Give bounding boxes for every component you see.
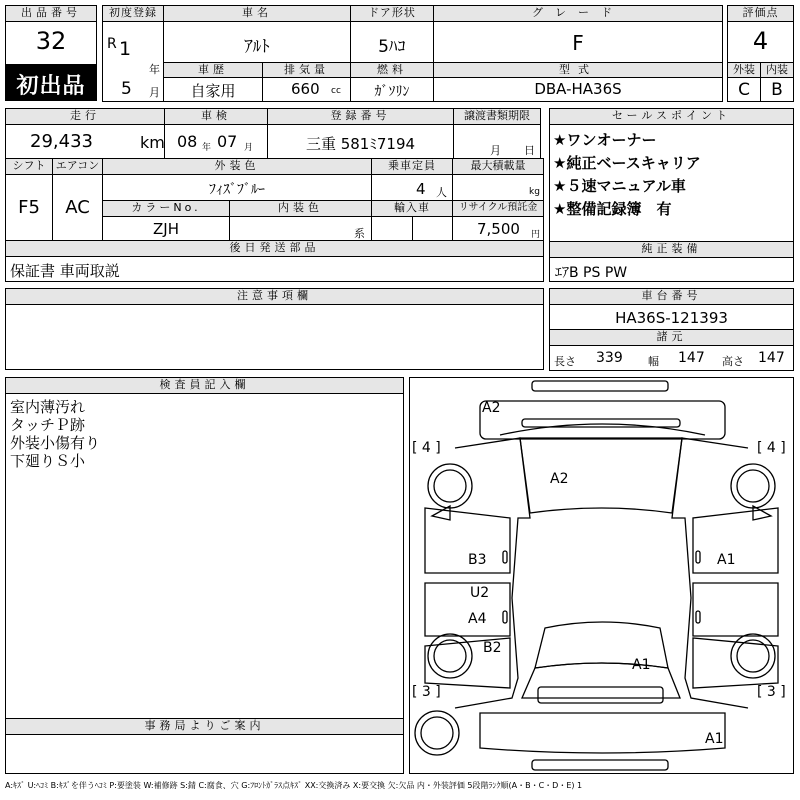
first-reg-year: 1	[119, 38, 132, 60]
sales-points-label: セールスポイント	[549, 108, 794, 125]
right-front-handle	[696, 551, 700, 563]
mark-roof-front: A2	[482, 400, 501, 416]
front-panel	[522, 419, 680, 427]
inspector-line-4: 下廻りＳ小	[10, 452, 86, 470]
mark-left-mid: U2	[470, 585, 490, 601]
rear-floor-line	[532, 760, 668, 770]
office-cell	[5, 734, 404, 774]
recycle-value: 7,500	[477, 220, 520, 238]
recycle-label: リサイクル預託金	[452, 200, 544, 217]
type-code-label: 型式	[433, 62, 723, 78]
int-grade-value: B	[771, 80, 783, 100]
lot-label: 出品番号	[5, 5, 97, 22]
mileage-unit: km	[140, 133, 165, 152]
transfer-deadline-cell	[453, 124, 541, 159]
tire-front-right-rim	[737, 470, 769, 502]
left-rear-handle	[503, 611, 507, 623]
later-parts-value: 保証書 車両取説	[10, 262, 120, 280]
first-reg-label: 初度登録	[102, 5, 164, 22]
tire-rear-right-rim	[737, 640, 769, 672]
inspection-label: 車検	[164, 108, 268, 125]
inspector-label: 検査員記入欄	[5, 377, 404, 394]
height-label: 高さ	[722, 355, 744, 368]
notes-label: 注意事項欄	[5, 288, 544, 305]
shift-cell	[5, 174, 53, 241]
tire-rear-left-rim	[434, 640, 466, 672]
rear-bumper	[480, 713, 725, 753]
ext-color-cell	[102, 174, 372, 201]
max-load-cell	[452, 174, 544, 201]
mark-right-front-door: A1	[717, 552, 736, 568]
legend-text: A:ｷｽﾞ U:ﾍｺﾐ B:ｷｽﾞを伴うﾍｺﾐ P:要塗装 W:補修跡 S:錆 C:腐食、穴 G:ﾌﾛﾝﾄｶﾞﾗｽ点ｷｽﾞ XX:交換済み X:要交換 欠:欠品 内・外装評価 5段階ﾗﾝｸ順(A・B・C・D・E) 1	[5, 781, 583, 790]
mark-left-rear: B2	[483, 640, 502, 656]
displacement-unit: cc	[331, 86, 341, 96]
fuel-label: 燃料	[350, 62, 434, 78]
grade-label: グレード	[433, 5, 723, 22]
lot-number-cell	[5, 21, 97, 65]
inspector-cell	[5, 393, 404, 719]
length-value: 339	[596, 350, 623, 366]
mark-rear-bumper: A1	[705, 731, 724, 747]
car-diagram-svg	[410, 378, 793, 773]
transfer-deadline-label: 譲渡書類期限	[453, 108, 541, 125]
door-cell	[350, 21, 434, 63]
tread-rear-left: [ 3 ]	[412, 684, 441, 700]
hood	[520, 438, 682, 513]
chassis-label: 車台番号	[549, 288, 794, 305]
inspector-line-3: 外装小傷有り	[10, 434, 101, 452]
capacity-cell	[371, 174, 453, 201]
recycle-cell	[452, 216, 544, 241]
score-cell	[727, 21, 794, 63]
length-label: 長さ	[554, 355, 576, 368]
model-name-cell	[163, 21, 351, 63]
sales-points-cell	[549, 124, 794, 242]
mark-left-front-door: B3	[468, 552, 487, 568]
trunk-lid	[522, 663, 680, 698]
aircon-cell	[52, 174, 103, 241]
door-label: ドア形状	[350, 5, 434, 22]
dims-cell	[549, 345, 794, 371]
first-listing-badge	[5, 65, 97, 101]
equipment-value: ｴｱB PS PW	[555, 265, 628, 281]
shift-label: シフト	[5, 158, 53, 175]
car-diagram	[409, 377, 794, 774]
tread-front-left: [ 4 ]	[412, 440, 441, 456]
displacement-cell	[262, 77, 351, 102]
right-rear-handle	[696, 611, 700, 623]
aircon-label: エアコン	[52, 158, 103, 175]
history-label: 車歴	[163, 62, 263, 78]
dims-label: 諸元	[549, 329, 794, 346]
capacity-unit: 人	[436, 186, 447, 199]
ext-grade-value: C	[738, 80, 750, 100]
transfer-day-unit: 日	[524, 144, 535, 157]
chassis-number: HA36S-121393	[615, 309, 728, 327]
capacity-value: 4	[416, 180, 426, 198]
mileage-value: 29,433	[30, 131, 93, 152]
left-rear-door	[425, 583, 510, 636]
ext-color-value: ﾌｨｽﾞﾌﾞﾙｰ	[209, 182, 265, 198]
equipment-cell	[549, 257, 794, 282]
tread-front-right: [ 4 ]	[757, 440, 786, 456]
displacement-label: 排気量	[262, 62, 351, 78]
model-name: ｱﾙﾄ	[244, 37, 270, 57]
tread-rear-right: [ 3 ]	[757, 684, 786, 700]
shift-value: F5	[18, 197, 40, 218]
mark-trunk: A1	[632, 657, 651, 673]
history-value: 自家用	[190, 82, 236, 100]
ext-grade-label: 外装	[727, 62, 761, 78]
history-cell	[163, 77, 263, 102]
inspection-cell	[164, 124, 268, 159]
registration-cell	[267, 124, 454, 159]
recycle-unit: 円	[531, 230, 541, 240]
chassis-cell	[549, 304, 794, 330]
sales-point-1: ★ワンオーナー	[553, 131, 657, 149]
int-grade-label: 内装	[760, 62, 794, 78]
width-value: 147	[678, 350, 705, 366]
ext-color-label: 外装色	[102, 158, 372, 175]
front-grille	[500, 424, 705, 435]
inspector-line-2: タッチＰ跡	[10, 416, 86, 434]
int-color-suffix: 系	[354, 227, 365, 240]
first-reg-year-unit: 年	[149, 63, 160, 76]
inspection-year-unit: 年	[202, 143, 212, 153]
first-reg-cell	[102, 21, 164, 102]
model-name-label: 車名	[163, 5, 351, 22]
fuel-cell	[350, 77, 434, 102]
registration-label: 登録番号	[267, 108, 454, 125]
office-label: 事務局よりご案内	[5, 718, 404, 735]
type-code-value: DBA-HA36S	[534, 80, 622, 98]
max-load-label: 最大積載量	[452, 158, 544, 175]
left-front-handle	[503, 551, 507, 563]
max-load-unit: kg	[529, 187, 540, 197]
first-reg-month-unit: 月	[149, 86, 160, 99]
displacement-value: 660	[291, 80, 320, 98]
equipment-label: 純正装備	[549, 241, 794, 258]
transfer-month-unit: 月	[490, 144, 501, 157]
mark-hood: A2	[550, 471, 569, 487]
front-bumper	[480, 401, 725, 439]
ext-grade-cell	[727, 77, 761, 102]
grade-value: F	[572, 31, 584, 55]
color-no-value: ZJH	[153, 220, 179, 238]
door-shape: 5ﾊｺ	[378, 37, 406, 57]
later-parts-cell	[5, 256, 544, 282]
grade-cell	[433, 21, 723, 63]
sales-point-2: ★純正ベースキャリア	[553, 154, 701, 172]
mileage-cell	[5, 124, 165, 159]
score-value: 4	[752, 27, 769, 55]
int-grade-cell	[760, 77, 794, 102]
right-rear-door	[693, 583, 778, 636]
first-reg-era: R	[107, 36, 117, 52]
tire-front-left-rim	[434, 470, 466, 502]
height-value: 147	[758, 350, 785, 366]
lot-number: 32	[35, 27, 67, 55]
spare-tire-rim	[421, 717, 453, 749]
int-color-label: 内装色	[229, 200, 372, 217]
notes-cell	[5, 304, 544, 370]
inspector-line-1: 室内薄汚れ	[10, 398, 86, 416]
sales-point-4: ★整備記録簿 有	[553, 200, 672, 218]
width-label: 幅	[648, 355, 659, 368]
inspection-month: 07	[217, 132, 238, 151]
mark-left-rear-door: A4	[468, 611, 487, 627]
inspection-year: 08	[177, 132, 198, 151]
import-label: 輸入車	[371, 200, 453, 217]
import-cell-b	[412, 216, 453, 241]
rear-panel	[538, 687, 663, 703]
fuel-value: ｶﾞｿﾘﾝ	[374, 84, 410, 100]
inspection-month-unit: 月	[244, 143, 254, 153]
mileage-label: 走行	[5, 108, 165, 125]
capacity-label: 乗車定員	[371, 158, 453, 175]
sales-point-3: ★５速マニュアル車	[553, 177, 686, 195]
registration-number: 三重 581ﾐ7194	[305, 135, 416, 153]
roof-front-line	[532, 381, 668, 391]
first-reg-month: 5	[121, 79, 132, 99]
import-cell-a	[371, 216, 413, 241]
aircon-value: AC	[65, 197, 90, 218]
first-listing-label: 初出品	[16, 74, 86, 99]
color-no-cell	[102, 216, 230, 241]
type-code-cell	[433, 77, 723, 102]
int-color-cell	[229, 216, 372, 241]
color-no-label: カラーNo.	[102, 200, 230, 217]
later-parts-label: 後日発送部品	[5, 240, 544, 257]
score-label: 評価点	[727, 5, 794, 22]
